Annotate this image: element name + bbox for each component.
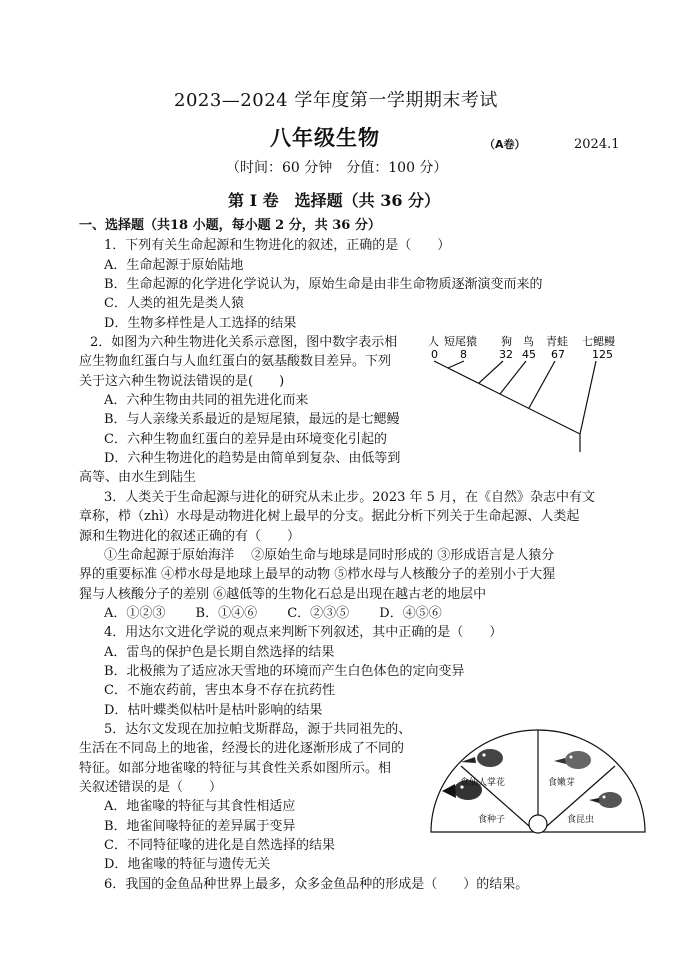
q1-option-d: D．生物多样性是人工选择的结果 (104, 316, 297, 331)
num-dog: 32 (499, 348, 513, 361)
q1-option-a: A．生命起源于原始陆地 (104, 258, 244, 273)
q5-line1: 5．达尔文发现在加拉帕戈斯群岛，源于共同祖先的、 (104, 722, 412, 737)
q2-line3: 关于这六种生物说法错误的是( ) (79, 374, 285, 389)
tree-names (428, 334, 615, 348)
exam-date: 2024.1 (574, 137, 620, 152)
q2-line1: 2．如图为六种生物进化关系示意图，图中数字表示相 (90, 335, 398, 350)
q4-option-c: C．不施农药前，害虫本身不存在抗药性 (104, 683, 335, 698)
label-bird: 鸟 (523, 335, 534, 348)
tree-branches (434, 361, 596, 452)
num-frog: 67 (551, 348, 565, 361)
num-human: 0 (431, 348, 438, 361)
version-label: （A卷） (484, 138, 526, 151)
q2-option-d: D．六种生物进化的趋势是由简单到复杂、由低等到 (104, 451, 401, 466)
label-dog: 狗 (501, 335, 512, 348)
label-frog: 青蛙 (546, 335, 568, 348)
num-bird: 45 (522, 348, 536, 361)
q1-option-b: B．生命起源的化学进化学说认为，原始生命是由非生命物质逐渐演变而来的 (104, 277, 543, 292)
q1-stem: 1．下列有关生命起源和生物进化的叙述，正确的是（ ） (104, 238, 451, 253)
label-insects: 食昆虫 (567, 815, 595, 825)
q5-line4: 关叙述错误的是（ ） (79, 780, 223, 795)
q3-line2: 章称，栉（zhì）水母是动物进化树上最早的分支。据此分析下列关于生命起源、人类起 (79, 509, 580, 524)
q6-stem: 6．我国的金鱼品种世界上最多，众多金鱼品种的形成是（ ）的结果。 (104, 877, 529, 892)
tree-numbers (431, 348, 613, 361)
time-score: （时间：60 分钟 分值：100 分） (226, 160, 448, 176)
q4-stem: 4．用达尔文进化学说的观点来判断下列叙述，其中正确的是（ ） (104, 625, 503, 640)
q4-option-d: D．枯叶蝶类似枯叶是枯叶影响的结果 (104, 703, 323, 718)
q3-line5: 界的重要标准 ④栉水母是地球上最早的动物 ⑤栉水母与人核酸分子的差别小于大猩 (79, 567, 556, 582)
exam-title: 2023—2024 学年度第一学期期末考试 (174, 90, 498, 111)
q5-option-b: B．地雀间喙特征的差异属于变异 (104, 819, 296, 834)
evolution-tree-figure (424, 331, 634, 456)
q5-option-c: C．不同特征喙的进化是自然选择的结果 (104, 838, 335, 853)
subject-title: 八年级生物 (270, 126, 380, 150)
q5-line3: 特征。如部分地雀喙的特征与其食性关系如图所示。相 (79, 761, 392, 776)
q2-option-a: A．六种生物由共同的祖先进化而来 (104, 393, 309, 408)
q2-option-c: C．六种生物血红蛋白的差异是由环境变化引起的 (104, 432, 387, 447)
label-cactus-flower: 食仙人掌花 (460, 778, 506, 788)
finch-beak-figure (428, 728, 650, 836)
q2-line2: 应生物血红蛋白与人血红蛋白的氨基酸数目差异。下列 (79, 354, 392, 369)
q3-line1: 3．人类关于生命起源与进化的研究从未止步。2023 年 5 月，在《自然》杂志中有文 (104, 490, 596, 505)
q3-line3: 源和生物进化的叙述正确的有（ ） (79, 529, 301, 544)
q2-option-d-cont: 高等、由水生到陆生 (79, 470, 197, 485)
q5-option-a: A．地雀喙的特征与其食性相适应 (104, 799, 296, 814)
q4-option-a: A．雷鸟的保护色是长期自然选择的结果 (104, 645, 335, 660)
num-macaque: 8 (460, 348, 467, 361)
trunk-line (434, 361, 580, 434)
q2-option-b: B．与人亲缘关系最近的是短尾猿，最远的是七鳃鳗 (104, 412, 400, 427)
part1-heading: 一、选择题（共18 小题，每小题 2 分，共 36 分） (79, 218, 381, 233)
branch-lamprey (580, 361, 596, 434)
label-human: 人 (428, 335, 439, 348)
label-buds: 食嫩芽 (548, 778, 576, 788)
q3-line4: ①生命起源于原始海洋 ②原始生命与地球是同时形成的 ③形成语言是人猿分 (104, 548, 555, 563)
q5-line2: 生活在不同岛上的地雀，经漫长的进化逐渐形成了不同的 (79, 741, 405, 756)
label-macaque: 短尾猿 (444, 335, 477, 348)
num-lamprey: 125 (592, 348, 613, 361)
q1-option-c: C．人类的祖先是类人猿 (104, 296, 244, 311)
branch-frog (529, 361, 555, 408)
label-lamprey: 七鳃鳗 (582, 335, 615, 348)
branch-dog (479, 361, 503, 383)
label-seeds: 食种子 (478, 815, 506, 825)
center-circle (529, 815, 547, 833)
branch-macaque (448, 361, 464, 368)
q4-option-b: B．北极熊为了适应冰天雪地的环境而产生白色体色的定向变异 (104, 664, 465, 679)
q5-option-d: D．地雀喙的特征与遗传无关 (104, 857, 271, 872)
branch-bird (500, 361, 526, 394)
q3-options: A．①②③ B．①④⑥ C．②③⑤ D．④⑤⑥ (104, 606, 442, 621)
q3-line6: 猩与人核酸分子的差别 ⑥越低等的生物化石总是出现在越古老的地层中 (79, 587, 487, 602)
section-title: 第 I 卷 选择题（共 36 分） (228, 191, 441, 210)
